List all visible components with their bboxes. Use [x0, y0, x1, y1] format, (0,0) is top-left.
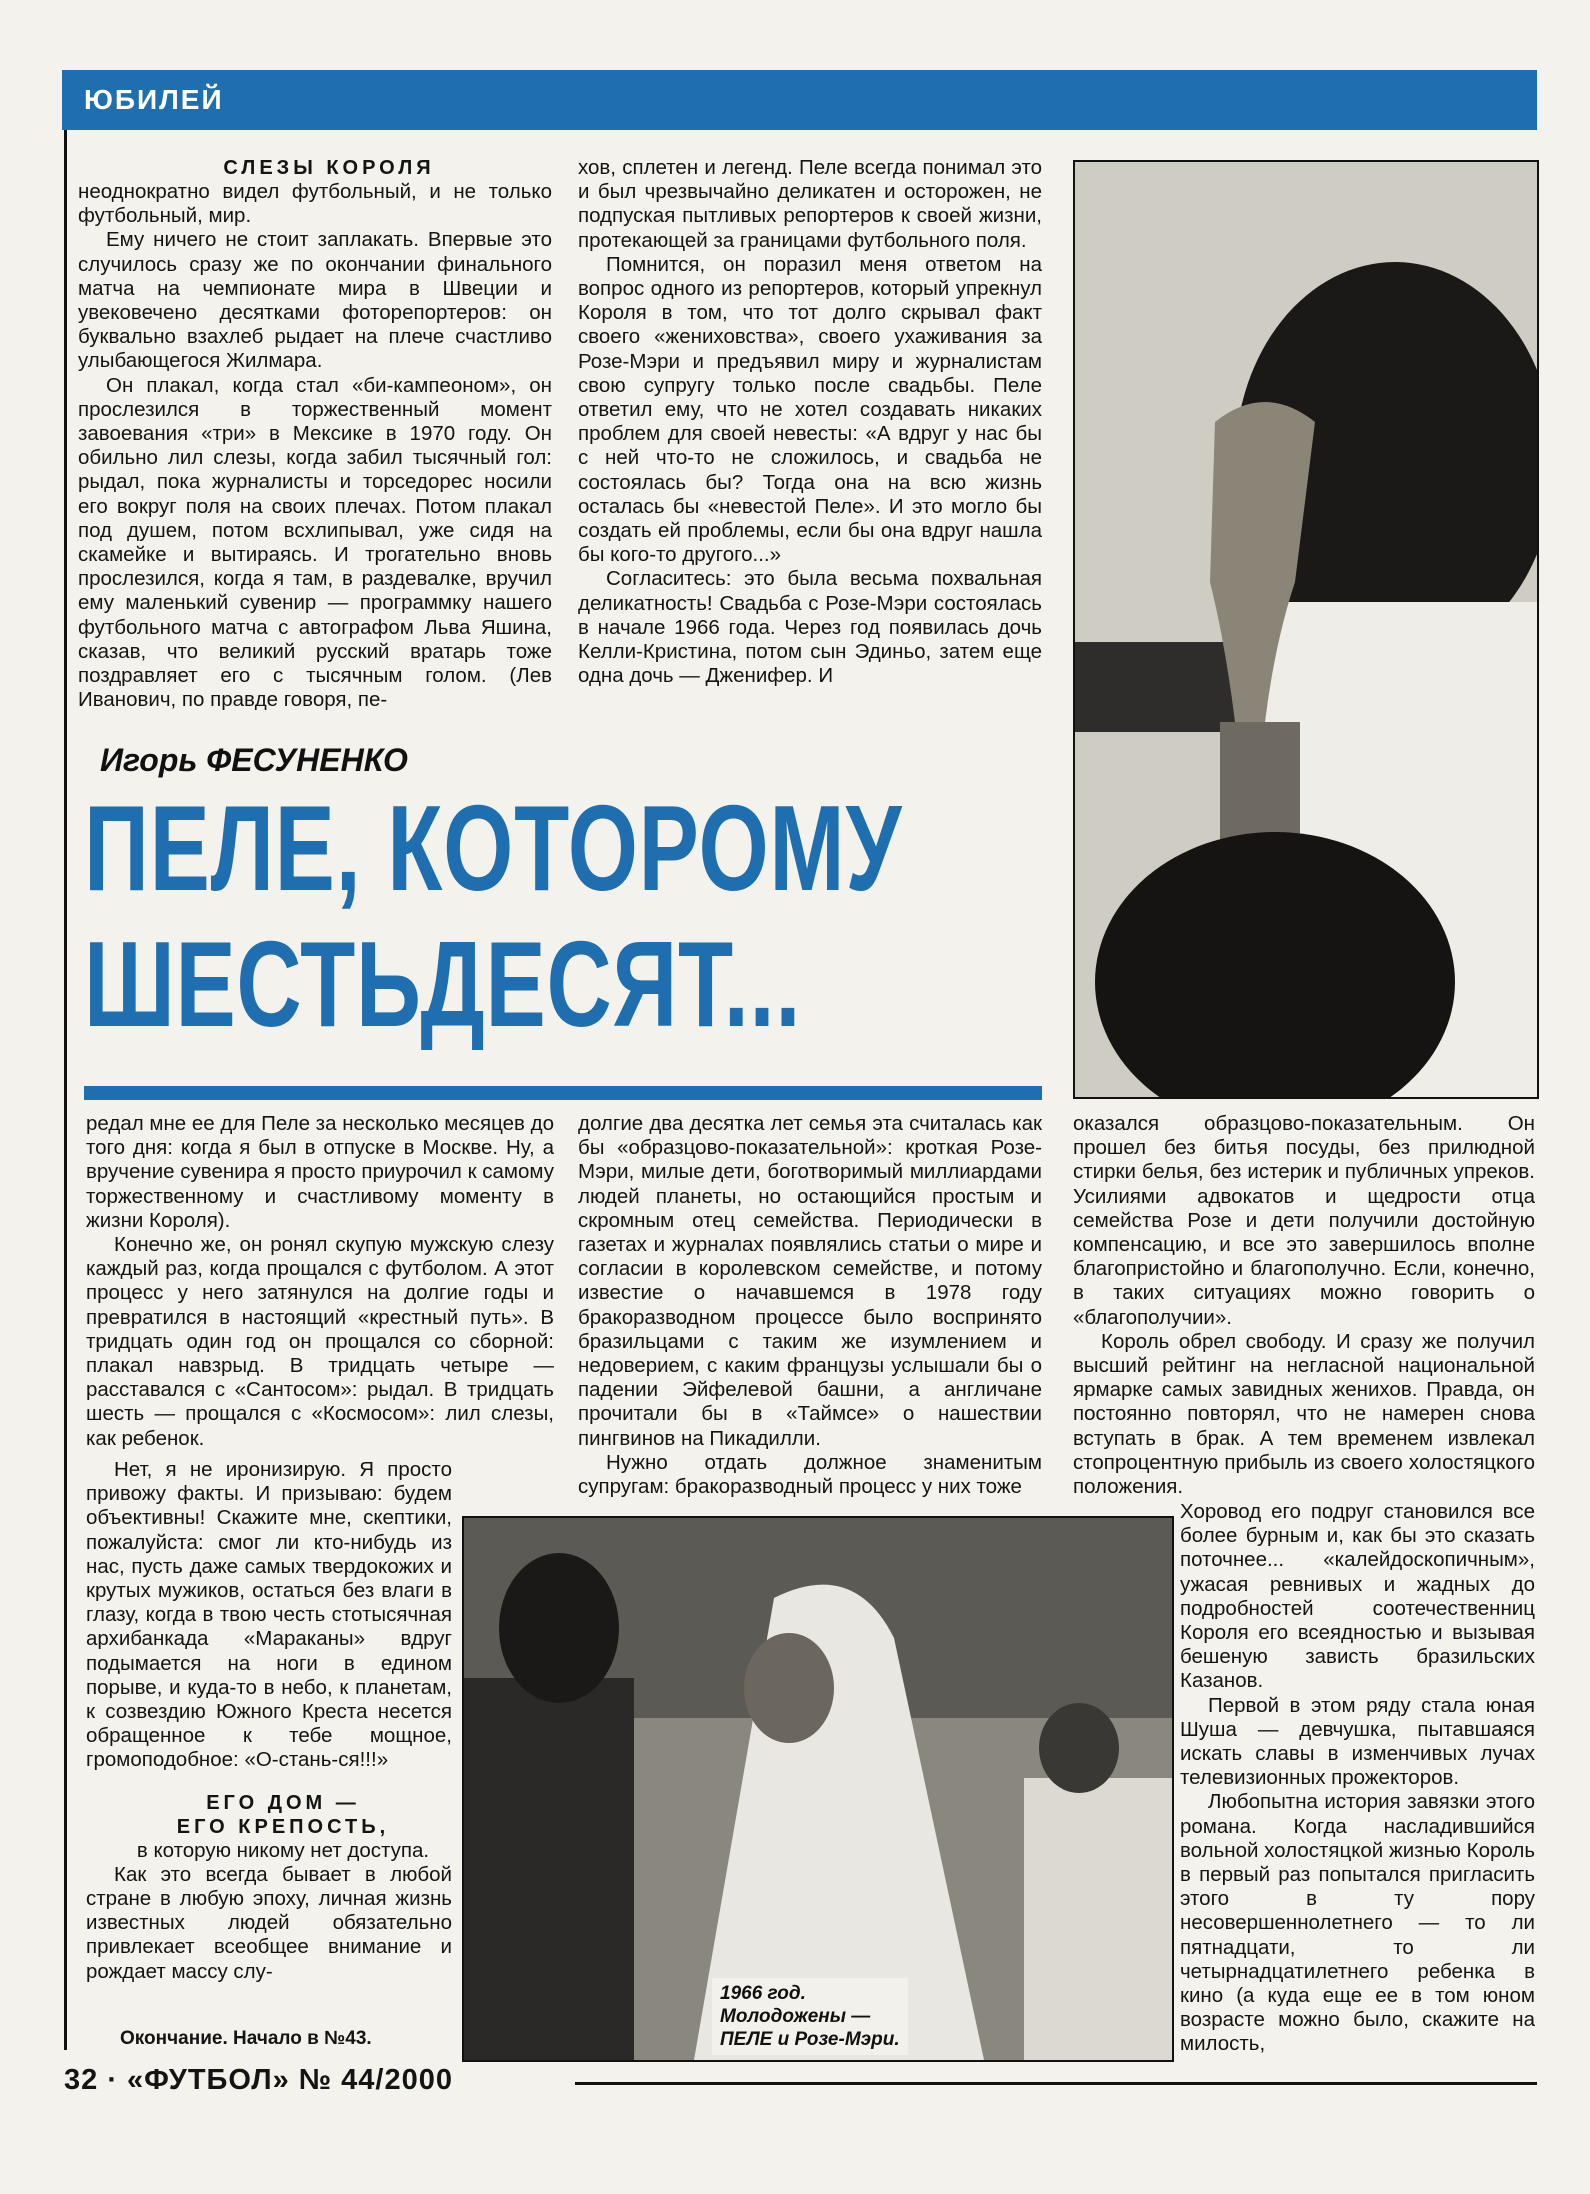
- paragraph: Помнится, он поразил меня ответом на вопрос одного из репортеров, который упрекнул Короля в том, что тот долго скрывал факт своего «жениховства», своего ухаживания за Розе-Мэри и предъявил миру и журналистам свою супругу только после свадьбы. Пеле ответил ему, что не хотел создавать никаких проблем для своей невесты: «А вдруг у нас бы с ней что-то не сложилось, и свадьба не состоялась бы? Тогда она на всю жизнь осталась бы «невестой Пеле». И это могло бы создать ей проблемы, если бы она вдруг нашла бы кого-то другого...»: [578, 252, 1042, 567]
- paragraph: Ему ничего не стоит заплакать. Впервые это случилось сразу же по окончании финального матча на чемпионате мира в Швеции и увековечено десятками фоторепортеров: он буквально взахлеб рыдает на плече счастливо улыбающегося Жилмара.: [78, 228, 552, 373]
- headline-rule: [84, 1086, 1042, 1100]
- paragraph: Первой в этом ряду стала юная Шуша — девчушка, пытавшаяся искать славы в изменчивых лучах телевизионных прожекторов.: [1180, 1693, 1535, 1790]
- subhead-fortress: ЕГО КРЕПОСТЬ,: [176, 1815, 390, 1838]
- upper-left-column: [78, 156, 552, 712]
- left-border-rule: [64, 130, 67, 2050]
- paragraph: неоднократно видел футбольный, и не только футбольный, мир.: [78, 180, 552, 228]
- lower-middle-column: [578, 1112, 1042, 1499]
- lower-left-narrow-column: [86, 1458, 452, 1984]
- caption-line-2: Молодожены —: [720, 2006, 871, 2027]
- wedding-photo: [462, 1516, 1174, 2062]
- upper-middle-column: [578, 156, 1042, 688]
- section-banner: [62, 70, 1537, 130]
- headline: [84, 780, 903, 1052]
- subhead-home: ЕГО ДОМ —: [206, 1791, 360, 1814]
- trophy-photo-illustration: [1075, 162, 1537, 1097]
- pele-trophy-photo: [1073, 160, 1539, 1099]
- caption-line-3: ПЕЛЕ и Розе-Мэри.: [720, 2029, 900, 2050]
- caption-line-1: 1966 год.: [720, 1983, 806, 2004]
- paragraph: редал мне ее для Пеле за несколько месяцев до того дня: когда я был в отпуске в Москве. Ну, а вручение сувенира я просто приурочил к самому торжественному и счастливому моменту в жизни Короля).: [86, 1112, 554, 1232]
- continuation-note: Окончание. Начало в №43.: [120, 2028, 372, 2049]
- lower-left-column: [86, 1112, 554, 1451]
- paragraph: Нужно отдать должное знаменитым супругам: бракоразводный процесс у них тоже: [578, 1450, 1042, 1499]
- subhead-subtitle: в которую никому нет доступа.: [136, 1838, 430, 1862]
- folio-rule: [575, 2082, 1537, 2085]
- headline-line-1: ПЕЛЕ, КОТОРОМУ: [84, 780, 903, 916]
- paragraph: Конечно же, он ронял скупую мужскую слезу каждый раз, когда прощался с футболом. А этот процесс у него затянулся на долгие годы и превратился в настоящий «крестный путь». В тридцать один год он прощался со сборной: плакал навзрыд. В тридцать четыре — расставался с «Сантосом»: рыдал. В тридцать шесть — прощался с «Космосом»: лил слезы, как ребенок.: [86, 1233, 554, 1450]
- paragraph: долгие два десятка лет семья эта считалась как бы «образцово-показательной»: кроткая Розе-Мэри, милые дети, боготворимый миллиардами людей планеты, но остающийся простым и скромным отец семейства. Периодически в газетах и журналах появлялись статьи о мире и согласии в королевском семействе, и потому известие о начавшемся в 1978 году бракоразводном процессе было воспринято бразильцами с таким же изумлением и недоверием, с каким французы услышали бы о падении Эйфелевой башни, а англичане прочитали бы в «Таймсе» о нашествии пингвинов на Пикадилли.: [578, 1112, 1042, 1450]
- paragraph: Нет, я не иронизирую. Я просто привожу факты. И призываю: будем объективны! Скажите мне, скептики, пожалуйста: смог ли кто-нибудь из нас, пусть даже самых твердокожих и крутых мужиков, остаться без влаги в глазу, когда в твою честь стотысячная архибанкада «Мараканы» вдруг подымается на ноги в едином порыве, и куда-то в небо, к планетам, к созвездию Южного Креста несется обращенное к тебе мощное, громоподобное: «О-стань-ся!!!»: [86, 1458, 452, 1772]
- lower-right-column: [1073, 1112, 1535, 1499]
- subhead-tears: СЛЕЗЫ КОРОЛЯ: [223, 157, 435, 179]
- headline-line-2: ШЕСТЬДЕСЯТ...: [84, 916, 802, 1052]
- paragraph: Согласитесь: это была весьма похвальная деликатность! Свадьба с Розе-Мэри состоялась в начале 1966 года. Через год появилась дочь Келли-Кристина, потом сын Эдиньо, затем еще одна дочь — Дженифер. И: [578, 567, 1042, 688]
- wedding-photo-caption: [712, 1978, 908, 2055]
- paragraph: Любопытна история завязки этого романа. Когда насладившийся вольной холостяцкой жизнью Король в первый раз попытался пригласить этого в ту пору несовершеннолетнего — то ли пятнадцати, то ли четырнадцатилетнего ребенка в кино (а куда еще ее в том юном возрасте можно было, скажите на милость,: [1180, 1790, 1535, 2056]
- paragraph: Как это всегда бывает в любой стране в любую эпоху, личная жизнь известных людей обязательно привлекает всеобщее внимание и рождает массу слу-: [86, 1862, 452, 1983]
- paragraph: Он плакал, когда стал «би-кампеоном», он прослезился в торжественный момент завоевания «три» в Мексике в 1970 году. Он обильно лил слезы, когда забил тысячный гол: рыдал, пока журналисты и торседорес носили его вокруг поля на своих плечах. Потом плакал под душем, потом всхлипывал, уже сидя на скамейке и вытираясь. И трогательно вновь прослезился, когда я там, в раздевалке, вручил ему маленький сувенир — программку нашего футбольного матча с автографом Льва Яшина, сказав, что великий русский вратарь тоже поздравляет его с тысячным голом. (Лев Иванович, по правде говоря, пе-: [78, 373, 552, 712]
- paragraph: хов, сплетен и легенд. Пеле всегда понимал это и был чрезвычайно деликатен и осторожен, не подпуская пытливых репортеров к своей жизни, протекающей за границами футбольного поля.: [578, 156, 1042, 252]
- paragraph: Король обрел свободу. И сразу же получил высший рейтинг на негласной национальной ярмарке самых завидных женихов. Правда, он постоянно повторял, что не намерен снова вступать в брак. А тем временем извлекал стопроцентную прибыль из своего холостяцкого положения.: [1073, 1329, 1535, 1499]
- author-byline: Игорь ФЕСУНЕНКО: [100, 742, 408, 778]
- paragraph: Хоровод его подруг становился все более бурным и, как бы это сказать поточнее... «калейдоскопичным», ужасая ревнивых и жадных до подробностей соотечественниц Короля его всеядностью и вызывая бешеную зависть бразильских Казанов.: [1180, 1500, 1535, 1693]
- page-folio: 32 · «ФУТБОЛ» № 44/2000: [64, 2064, 453, 2096]
- lower-right-narrow-column: [1180, 1500, 1535, 2057]
- paragraph: оказался образцово-показательным. Он прошел без битья посуды, без прилюдной стирки белья, без истерик и публичных упреков. Усилиями адвокатов и щедрости отца семейства Розе и дети получили достойную компенсацию, и все это завершилось вполне благопристойно и благополучно. Если, конечно, в таких ситуациях можно говорить о «благополучии».: [1073, 1112, 1535, 1329]
- section-label: ЮБИЛЕЙ: [84, 84, 224, 115]
